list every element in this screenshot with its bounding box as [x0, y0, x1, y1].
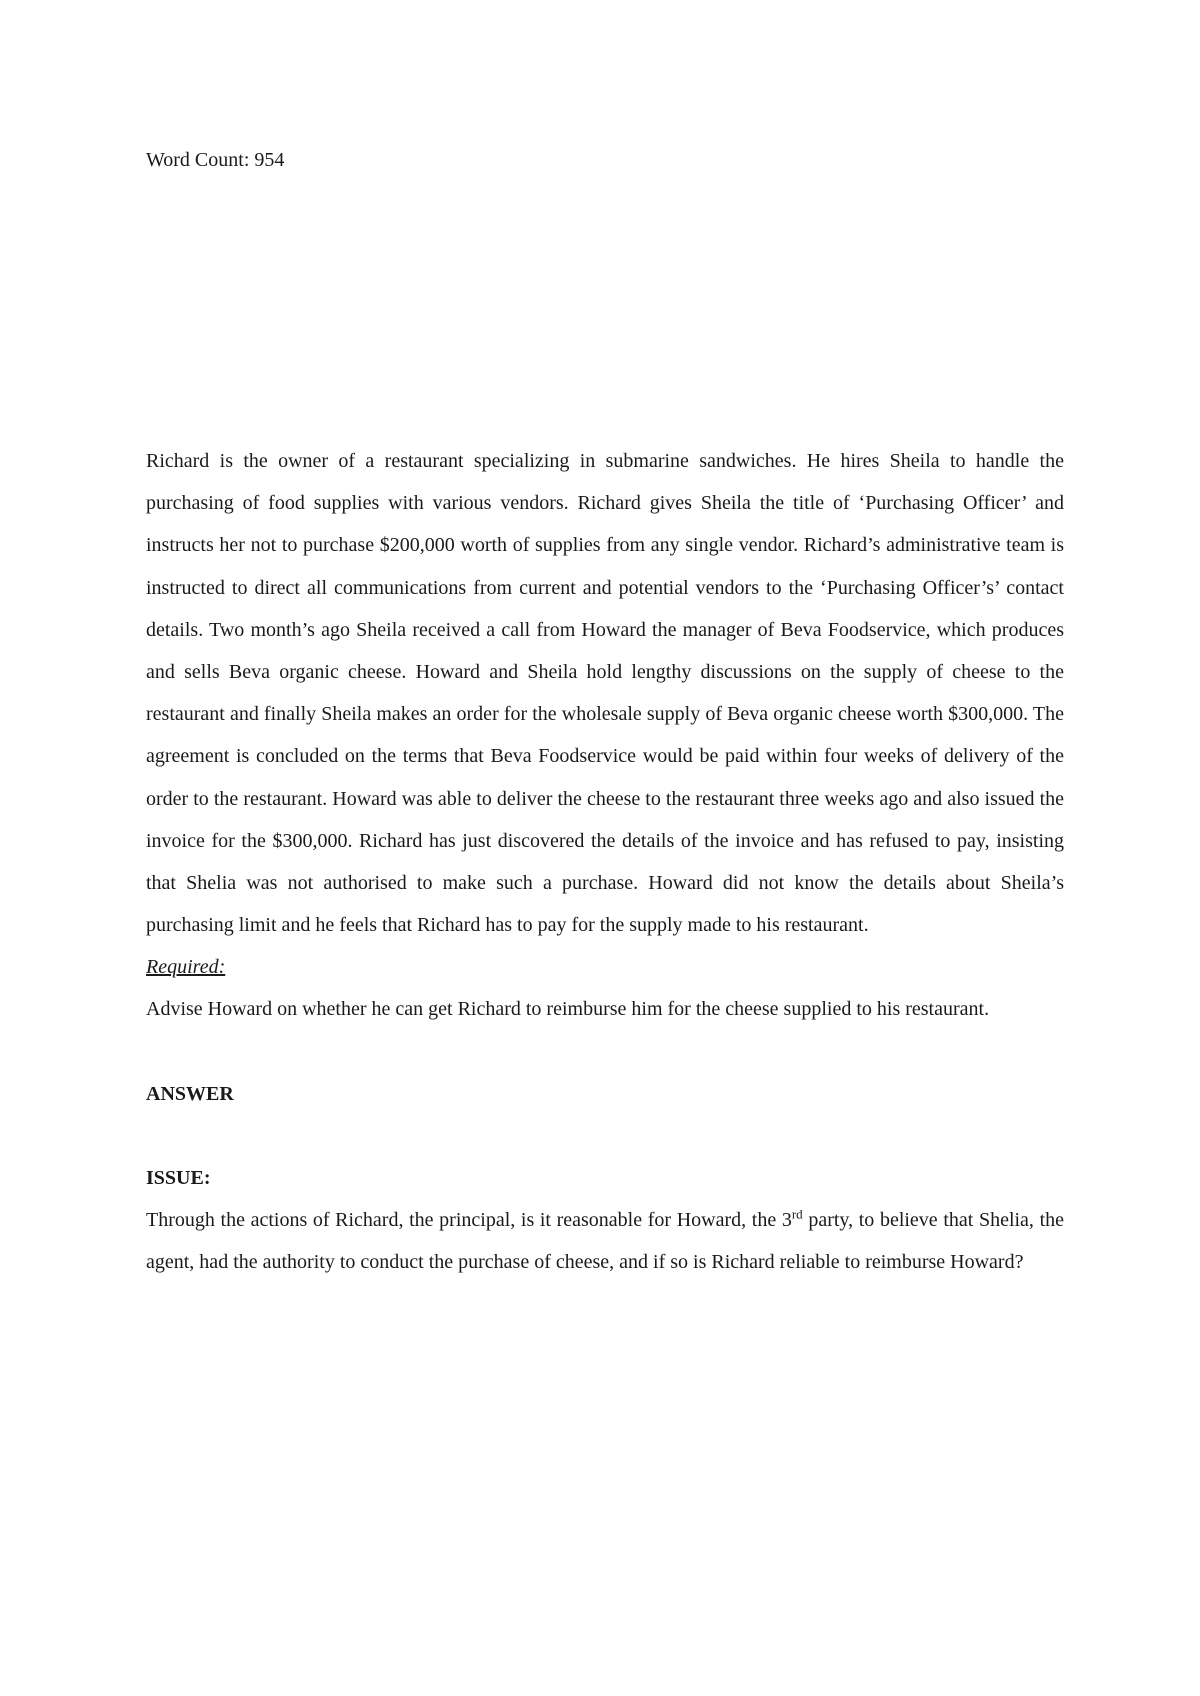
- ordinal-suffix: rd: [791, 1205, 803, 1221]
- document-body: [146, 440, 1064, 1283]
- issue-heading: ISSUE:: [146, 1166, 211, 1189]
- issue-text-end: party, to believe that Shelia, the agent, had the authority to conduct the purchase of cheese, and if so is Richard reliable to reimburse Howard?: [146, 1208, 1065, 1273]
- required-label: Required:: [146, 956, 226, 979]
- word-count: Word Count: 954: [146, 149, 285, 171]
- issue-paragraph: [146, 1199, 1064, 1283]
- case-paragraph: Richard is the owner of a restaurant specializing in submarine sandwiches. He hires Sheila to handle the purchasing of food supplies with various vendors. Richard gives Sheila the title of ‘Purchasing Officer’ and instructs her not to purchase $200,000 worth of supplies from any single vendor. Richard’s administrative team is instructed to direct all communications from current and potential vendors to the ‘Purchasing Officer’s’ contact details. Two month’s ago Sheila received a call from Howard the manager of Beva Foodservice, which produces and sells Beva organic cheese. Howard and Sheila hold lengthy discussions on the supply of cheese to the restaurant and finally Sheila makes an order for the wholesale supply of Beva organic cheese worth $300,000. The agreement is concluded on the terms that Beva Foodservice would be paid within four weeks of delivery of the order to the restaurant. Howard was able to deliver the cheese to the restaurant three weeks ago and also issued the invoice for the $300,000. Richard has just discovered the details of the invoice and has refused to pay, insisting that Shelia was not authorised to make such a purchase. Howard did not know the details about Sheila’s purchasing limit and he feels that Richard has to pay for the supply made to his restaurant.: [146, 450, 1064, 937]
- spacer: [146, 1115, 1064, 1157]
- answer-heading: ANSWER: [146, 1082, 234, 1105]
- issue-text-start: Through the actions of Richard, the principal, is it reasonable for Howard, the 3: [146, 1208, 792, 1231]
- spacer: [146, 1031, 1064, 1073]
- required-paragraph: Advise Howard on whether he can get Richard to reimburse him for the cheese supplied to his restaurant.: [146, 998, 990, 1021]
